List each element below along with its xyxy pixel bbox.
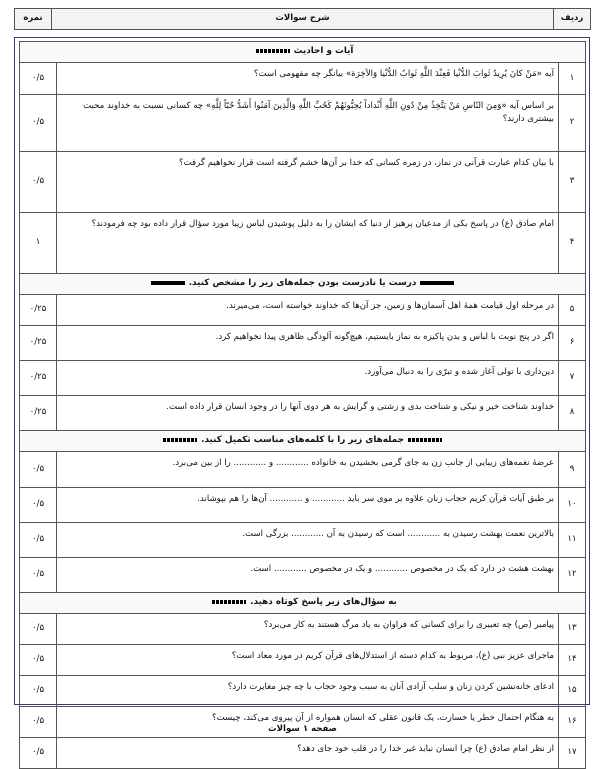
question-score: ۰/۵ <box>20 452 57 488</box>
question-number: ۱۰ <box>559 488 586 523</box>
question-row <box>20 488 586 523</box>
section-bar-icon <box>420 281 454 285</box>
question-text: بر اساس آیه «وَمِنَ النّاسِ مَنْ يَتَّخِذُ مِنْ دُونِ اللَّهِ أَنْداداً يُحِبُّونَهُمْ كَحُبِّ اللَّهِ وَالَّذِينَ آمَنُوا أَشَدُّ حُبّاً لِلَّهِ» چه کسانی نسبت به خداوند محبت بیشتری دارند؟ <box>57 95 559 152</box>
question-row <box>20 95 586 152</box>
question-score: ۰/۵ <box>20 614 57 645</box>
question-row <box>20 295 586 326</box>
section-bar-icon <box>212 600 246 604</box>
question-score: ۰/۲۵ <box>20 326 57 361</box>
section-bar-icon <box>408 438 442 442</box>
header-score: نمره <box>15 9 52 30</box>
question-text: از نظر امام صادق (ع) چرا انسان نباید غیر خدا را در قلب خود جای دهد؟ <box>57 738 559 769</box>
question-row <box>20 152 586 213</box>
question-row <box>20 452 586 488</box>
questions-table <box>19 41 586 769</box>
section-title: به سؤال‌های زیر پاسخ کوتاه دهید. <box>250 597 397 608</box>
question-text: آیه «مَنْ كانَ يُرِيدُ ثَوابَ الدُّنْيا فَعِنْدَ اللَّهِ ثَوابُ الدُّنْيا وَالآخِرَة» بیانگر چه مفهومی است؟ <box>57 63 559 95</box>
question-text: پیامبر (ص) چه تعبیری را برای کسانی که فراوان به یاد مرگ هستند به کار می‌برد؟ <box>57 614 559 645</box>
section-title-cell <box>20 593 586 614</box>
question-row <box>20 558 586 593</box>
header-row-number: ردیف <box>554 9 591 30</box>
question-row <box>20 523 586 558</box>
question-score: ۰/۵ <box>20 676 57 707</box>
question-number: ۳ <box>559 152 586 213</box>
section-bar-icon <box>163 438 197 442</box>
question-score: ۰/۲۵ <box>20 295 57 326</box>
question-score: ۰/۵ <box>20 558 57 593</box>
question-text: خداوند شناخت خیر و نیکی و شناخت بدی و زشتی و گرایش به هر دوی آنها را در وجود انسان قرار داده است. <box>57 396 559 431</box>
question-score: ۰/۵ <box>20 645 57 676</box>
question-text: بالاترین نعمت بهشت رسیدن به ............ است که رسیدن به آن ............ بزرگی است. <box>57 523 559 558</box>
question-score: ۰/۵ <box>20 488 57 523</box>
question-number: ۶ <box>559 326 586 361</box>
question-score: ۰/۵ <box>20 152 57 213</box>
section-header <box>20 431 586 452</box>
question-number: ۸ <box>559 396 586 431</box>
section-title: آیات و احادیث <box>293 46 354 57</box>
section-title-cell <box>20 274 586 295</box>
question-number: ۹ <box>559 452 586 488</box>
question-text: امام صادق (ع) در پاسخ یکی از مدعیان پرهیز از دنیا که ایشان را به دلیل پوشیدن لباس زیبا مورد سؤال قرار داده بود چه فرمودند؟ <box>57 213 559 274</box>
question-number: ۱۵ <box>559 676 586 707</box>
question-number: ۱۶ <box>559 707 586 738</box>
question-row <box>20 63 586 95</box>
question-number: ۱ <box>559 63 586 95</box>
question-text: دین‌داری با تولی آغاز شده و تبرّی را به دنبال می‌آورد. <box>57 361 559 396</box>
question-text: عرضهٔ نغمه‌های زیبایی از جانب زن به جای گرمی بخشیدن به خانواده ............ و ............ را از بین می‌برد. <box>57 452 559 488</box>
section-header <box>20 42 586 63</box>
section-bar-icon <box>151 281 185 285</box>
question-text: در مرحله اول قیامت همهٔ اهل آسمان‌ها و زمین، جز آن‌ها که خداوند خواسته است، می‌میرند. <box>57 295 559 326</box>
question-number: ۲ <box>559 95 586 152</box>
header-description: شرح سوالات <box>52 9 554 30</box>
question-score: ۰/۵ <box>20 707 57 738</box>
question-text: اگر در پنج نوبت با لباس و بدن پاکیزه به نماز بایستیم، هیچ‌گونه آلودگی ظاهری پیدا نخواهیم کرد. <box>57 326 559 361</box>
question-text: بهشت هشت در دارد که یک در مخصوص ............ و یک در مخصوص ............ است. <box>57 558 559 593</box>
question-text: با بیان کدام عبارت قرآنی در نماز، در زمره کسانی که خدا بر آن‌ها خشم گرفته است قرار نخواهیم گرفت؟ <box>57 152 559 213</box>
section-title-cell <box>20 42 586 63</box>
header-row <box>15 9 591 30</box>
question-row <box>20 738 586 769</box>
question-score: ۰/۵ <box>20 95 57 152</box>
question-row <box>20 361 586 396</box>
question-text: بر طبق آیات قرآن کریم حجاب زنان علاوه بر موی سر باید ............ و ............ آن‌ها را هم بپوشاند. <box>57 488 559 523</box>
section-title-cell <box>20 431 586 452</box>
question-number: ۴ <box>559 213 586 274</box>
question-row <box>20 326 586 361</box>
question-number: ۵ <box>559 295 586 326</box>
question-score: ۱ <box>20 213 57 274</box>
section-header <box>20 593 586 614</box>
question-row <box>20 213 586 274</box>
question-number: ۱۴ <box>559 645 586 676</box>
section-title: جمله‌های زیر را با کلمه‌های مناسب تکمیل کنید. <box>201 435 404 446</box>
section-title: درست یا نادرست بودن جمله‌های زیر را مشخص کنید. <box>188 278 417 289</box>
page-footer: صفحه ۱ سوالات <box>268 724 337 734</box>
question-number: ۱۲ <box>559 558 586 593</box>
header-table <box>14 8 591 30</box>
question-number: ۱۳ <box>559 614 586 645</box>
question-score: ۰/۵ <box>20 738 57 769</box>
question-score: ۰/۵ <box>20 523 57 558</box>
question-row <box>20 676 586 707</box>
question-row <box>20 645 586 676</box>
question-text: به هنگام احتمال خطر یا خسارت، یک قانون عقلی که انسان همواره از آن پیروی می‌کند، چیست؟ <box>57 707 559 738</box>
question-row <box>20 614 586 645</box>
question-number: ۱۱ <box>559 523 586 558</box>
question-score: ۰/۲۵ <box>20 361 57 396</box>
question-text: ادعای خانه‌نشین کردن زنان و سلب آزادی آنان به سبب وجود حجاب با چه چیز مغایرت دارد؟ <box>57 676 559 707</box>
section-header <box>20 274 586 295</box>
question-number: ۱۷ <box>559 738 586 769</box>
question-score: ۰/۵ <box>20 63 57 95</box>
section-bar-icon <box>256 49 290 53</box>
question-row <box>20 396 586 431</box>
question-number: ۷ <box>559 361 586 396</box>
question-text: ماجرای عزیز نبی (ع)، مربوط به کدام دسته از استدلال‌های قرآن کریم در مورد معاد است؟ <box>57 645 559 676</box>
question-score: ۰/۲۵ <box>20 396 57 431</box>
